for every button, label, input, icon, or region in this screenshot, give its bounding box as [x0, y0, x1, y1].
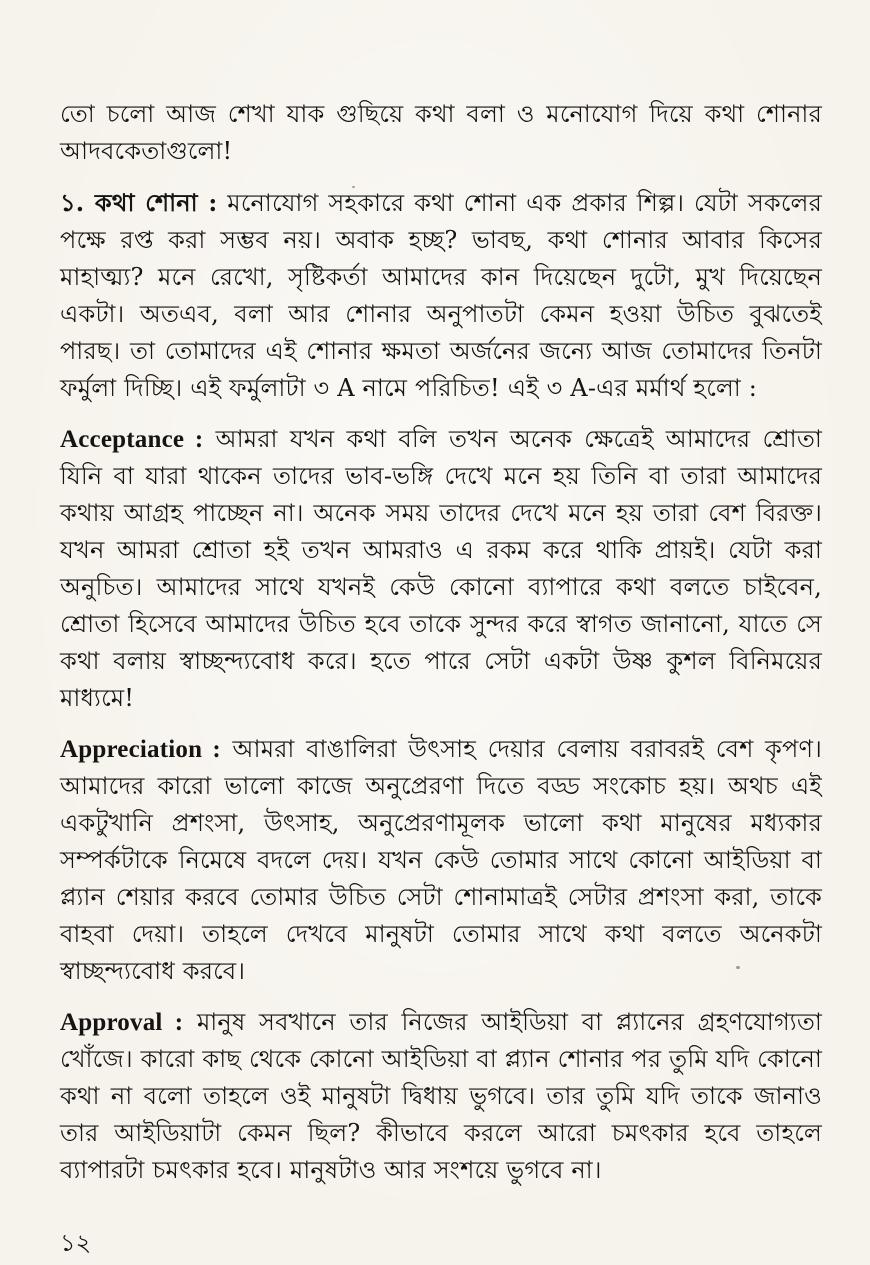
approval-heading: Approval :: [60, 1009, 184, 1036]
section-listening-body: মনোযোগ সহকারে কথা শোনা এক প্রকার শিল্প। যেটা সকলের পক্ষে রপ্ত করা সম্ভব নয়। অবাক হচ্ছ? ভাবছ, কথা শোনার আবার কিসের মাহাত্ম্য? মনে রেখো, সৃষ্টিকর্তা আমাদের কান দিয়েছেন দুটো, মুখ দিয়েছেন একটা। অতএব, বলা আর শোনার অনুপাতটা কেমন হওয়া উচিত বুঝতেই পারছ। তা তোমাদের এই শোনার ক্ষমতা অর্জনের জন্যে আজ তোমাদের তিনটা ফর্মুলা দিচ্ছি। এই ফর্মুলাটা ৩ A নামে পরিচিত! এই ৩ A-এর মর্মার্থ হলো :: [60, 189, 822, 402]
acceptance-body: আমরা যখন কথা বলি তখন অনেক ক্ষেত্রেই আমাদের শ্রোতা যিনি বা যারা থাকেন তাদের ভাব-ভঙ্গি দেখে মনে হয় তিনি বা তারা আমাদের কথায় আগ্রহ পাচ্ছেন না। অনেক সময় তাদের দেখে মনে হয় তারা বেশ বিরক্ত। যখন আমরা শ্রোতা হই তখন আমরাও এ রকম করে থাকি প্রায়ই। যেটা করা অনুচিত। আমাদের সাথে যখনই কেউ কোনো ব্যাপারে কথা বলতে চাইবেন, শ্রোতা হিসেবে আমাদের উচিত হবে তাকে সুন্দর করে স্বাগত জানানো, যাতে সে কথা বলায় স্বাচ্ছন্দ্যবোধ করে। হতে পারে সেটা একটা উষ্ণ কুশল বিনিময়ের মাধ্যমে!: [60, 425, 822, 712]
appreciation-body: আমরা বাঙালিরা উৎসাহ দেয়ার বেলায় বরাবরই বেশ কৃপণ। আমাদের কারো ভালো কাজে অনুপ্রেরণা দিতে বড্ড সংকোচ হয়। অথচ এই একটুখানি প্রশংসা, উৎসাহ, অনুপ্রেরণামূলক ভালো কথা মানুষের মধ্যকার সম্পর্কটাকে নিমেষে বদলে দেয়। যখন কেউ তোমার সাথে কোনো আইডিয়া বা প্ল্যান শেয়ার করবে তোমার উচিত সেটা শোনামাত্রই সেটার প্রশংসা করা, তাকে বাহবা দেয়া। তাহলে দেখবে মানুষটা তোমার সাথে কথা বলতে অনেকটা স্বাচ্ছন্দ্যবোধ করবে।: [60, 735, 823, 985]
page-number: ১২: [60, 1229, 92, 1257]
scan-speck: [736, 966, 740, 969]
appreciation-heading: Appreciation :: [60, 736, 221, 763]
acceptance-heading: Acceptance :: [60, 426, 204, 453]
intro-paragraph: [60, 96, 822, 170]
approval-body: মানুষ সবখানে তার নিজের আইডিয়া বা প্ল্যানের গ্রহণযোগ্যতা খোঁজে। কারো কাছ থেকে কোনো আইডিয়া বা প্ল্যান শোনার পর তুমি যদি কোনো কথা না বলো তাহলে ওই মানুষটা দ্বিধায় ভুগবে। তার তুমি যদি তাকে জানাও তার আইডিয়াটা কেমন ছিল? কীভাবে করলে আরো চমৎকার হবে তাহলে ব্যাপারটা চমৎকার হবে। মানুষটাও আর সংশয়ে ভুগবে না।: [60, 1008, 822, 1184]
acceptance-paragraph: [60, 421, 822, 717]
section-listening-heading: ১. কথা শোনা :: [60, 188, 218, 217]
scan-speck: [352, 186, 355, 188]
approval-paragraph: [60, 1004, 822, 1189]
intro-text: তো চলো আজ শেখা যাক গুছিয়ে কথা বলা ও মনোযোগ দিয়ে কথা শোনার আদবকেতাগুলো!: [60, 100, 822, 165]
section-listening-paragraph: [60, 184, 822, 407]
appreciation-paragraph: [60, 731, 822, 990]
